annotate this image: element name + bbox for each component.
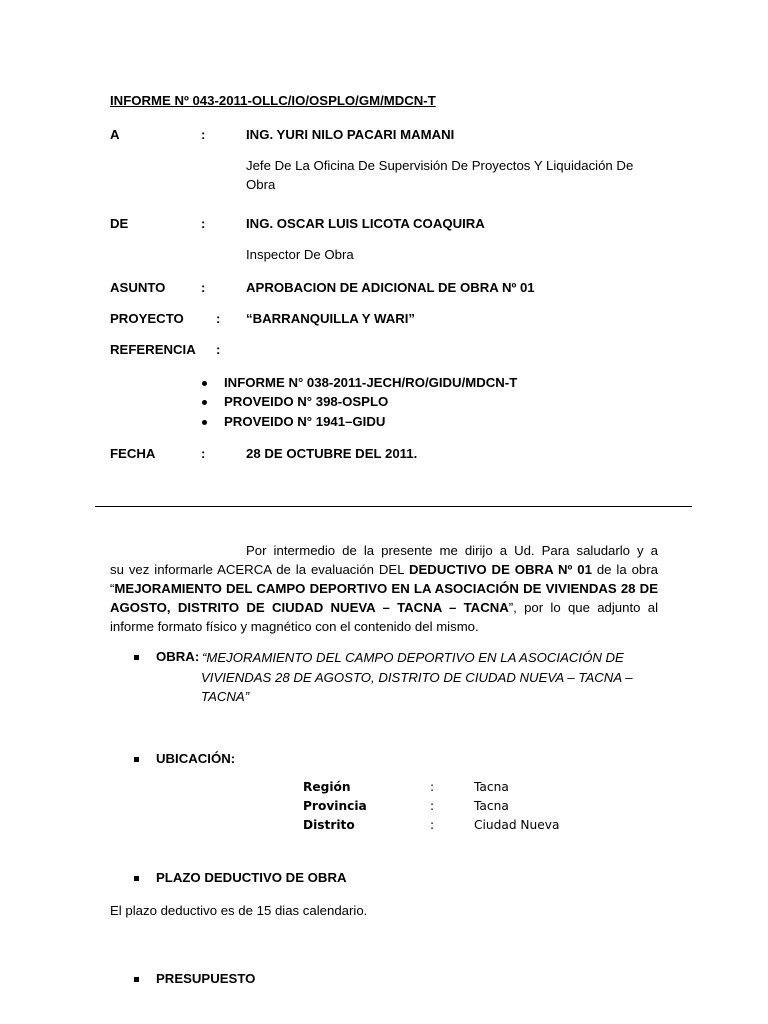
field-a-value: ING. YURI NILO PACARI MAMANI — [246, 127, 455, 142]
field-asunto-label: ASUNTO — [110, 280, 166, 295]
field-de-sub: Inspector De Obra — [246, 247, 354, 262]
referencia-item: INFORME N° 038-2011-JECH/RO/GIDU/MDCN-T — [224, 375, 518, 390]
ubicacion-key: Provincia — [303, 799, 367, 813]
field-fecha-label: FECHA — [110, 446, 156, 461]
bullet-icon — [202, 381, 207, 386]
plazo-text: El plazo deductivo es de 15 dias calendario. — [110, 903, 368, 918]
field-fecha-colon: : — [201, 446, 206, 461]
body-line-1: Por intermedio de la presente me dirijo a Ud. Para saludarlo y a — [246, 543, 658, 558]
body-line-2: su vez informarle ACERCA de la evaluación DEL DEDUCTIVO DE OBRA Nº 01 de la obra — [110, 562, 658, 577]
ubicacion-label: UBICACIÓN: — [156, 751, 236, 766]
ubicacion-colon: : — [430, 780, 435, 794]
horizontal-divider — [95, 506, 692, 507]
presupuesto-label: PRESUPUESTO — [156, 971, 256, 986]
field-de-label: DE — [110, 216, 129, 231]
referencia-item: PROVEIDO N° 398-OSPLO — [224, 394, 389, 409]
ubicacion-value: Tacna — [474, 780, 509, 794]
obra-label: OBRA: — [156, 649, 200, 664]
document-title: INFORME Nº 043-2011-OLLC/IO/OSPLO/GM/MDCN-T — [110, 93, 436, 108]
square-bullet-icon — [134, 977, 139, 982]
plazo-label: PLAZO DEDUCTIVO DE OBRA — [156, 870, 347, 885]
body-line-4: AGOSTO, DISTRITO DE CIUDAD NUEVA – TACNA – TACNA”, por lo que adjunto al — [110, 600, 658, 615]
bullet-icon — [202, 400, 207, 405]
field-fecha-value: 28 DE OCTUBRE DEL 2011. — [246, 446, 418, 461]
field-de-value: ING. OSCAR LUIS LICOTA COAQUIRA — [246, 216, 485, 231]
ubicacion-key: Distrito — [303, 818, 355, 832]
field-asunto-colon: : — [201, 280, 206, 295]
field-asunto-value: APROBACION DE ADICIONAL DE OBRA Nº 01 — [246, 280, 535, 295]
field-de-colon: : — [201, 216, 206, 231]
field-proyecto-colon: : — [216, 311, 221, 326]
field-proyecto-value: “BARRANQUILLA Y WARI” — [246, 311, 415, 326]
square-bullet-icon — [134, 655, 139, 660]
ubicacion-colon: : — [430, 818, 435, 832]
body-line-3: “MEJORAMIENTO DEL CAMPO DEPORTIVO EN LA ASOCIACIÓN DE VIVIENDAS 28 DE — [110, 581, 658, 596]
bullet-icon — [202, 420, 207, 425]
square-bullet-icon — [134, 757, 139, 762]
body-line-5: informe formato físico y magnético con el contenido del mismo. — [110, 619, 479, 634]
ubicacion-value: Tacna — [474, 799, 509, 813]
field-referencia-label: REFERENCIA — [110, 342, 196, 357]
referencia-item: PROVEIDO N° 1941–GIDU — [224, 414, 386, 429]
body-paragraph — [110, 541, 658, 636]
field-a-sub-line1: Jefe De La Oficina De Supervisión De Proyectos Y Liquidación De — [246, 158, 634, 173]
field-a-label: A — [110, 127, 120, 142]
field-referencia-colon: : — [216, 342, 221, 357]
field-a-colon: : — [201, 127, 206, 142]
ubicacion-colon: : — [430, 799, 435, 813]
obra-description: “MEJORAMIENTO DEL CAMPO DEPORTIVO EN LA ASOCIACIÓN DE VIVIENDAS 28 DE AGOSTO, DISTRITO DE CIUDAD NUEVA – TACNA – TACNA” — [201, 650, 633, 704]
ubicacion-key: Región — [303, 780, 351, 794]
square-bullet-icon — [134, 876, 139, 881]
field-a-sub-line2: Obra — [246, 177, 276, 192]
ubicacion-value: Ciudad Nueva — [474, 818, 560, 832]
field-proyecto-label: PROYECTO — [110, 311, 184, 326]
